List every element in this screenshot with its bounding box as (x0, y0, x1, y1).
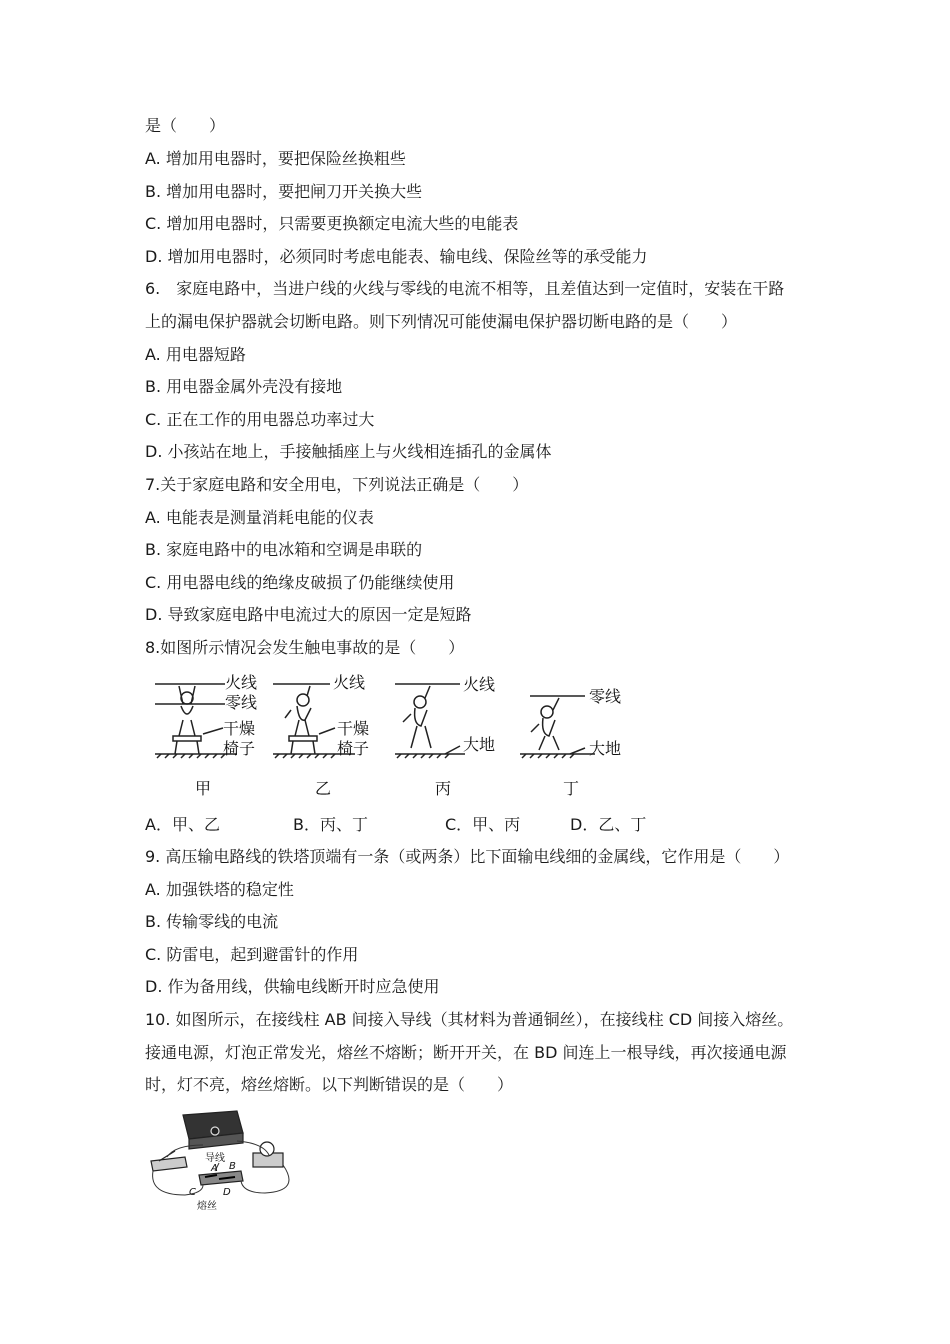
q9-option-c: C. 防雷电，起到避雷针的作用 (145, 945, 359, 964)
q8-option-a: A．甲、乙 (145, 815, 220, 834)
q9-stem: 9. 高压输电路线的铁塔顶端有一条（或两条）比下面输电线细的金属线，它作用是（ ） (145, 847, 790, 866)
q8-option-c: C．甲、丙 (445, 815, 521, 834)
yi-label-dry: 干燥 (337, 719, 370, 738)
q8-option-b: B．丙、丁 (293, 815, 368, 834)
q7-option-d: D. 导致家庭电路中电流过大的原因一定是短路 (145, 605, 472, 624)
fuse-label: 熔丝 (197, 1201, 217, 1212)
yi-label-chair: 椅子 (337, 739, 370, 758)
caption-yi: 乙 (315, 779, 332, 798)
caption-bing: 丙 (435, 779, 452, 798)
q5-option-d: D. 增加用电器时，必须同时考虑电能表、输电线、保险丝等的承受能力 (145, 247, 648, 266)
bing-label-live: 火线 (463, 675, 496, 694)
jia-label-neutral: 零线 (225, 693, 258, 712)
q10-stem-line3: 时，灯不亮，熔丝熔断。以下判断错误的是（ ） (145, 1075, 514, 1094)
q5-option-c: C. 增加用电器时，只需要更换额定电流大些的电能表 (145, 214, 519, 233)
q8-stem: 8.如图所示情况会发生触电事故的是（ ） (145, 638, 465, 657)
jia-label-chair: 椅子 (223, 739, 256, 758)
q6-stem-line2: 上的漏电保护器就会切断电路。则下列情况可能使漏电保护器切断电路的是（ ） (145, 312, 738, 331)
caption-jia: 甲 (195, 779, 212, 798)
q9-option-d: D. 作为备用线，供输电线断开时应急使用 (145, 977, 440, 996)
q10-stem-line1: 10. 如图所示，在接线柱 AB 间接入导线（其材料为普通铜丝），在接线柱 CD 间接入熔丝。 (145, 1010, 794, 1029)
q7-option-b: B. 家庭电路中的电冰箱和空调是串联的 (145, 540, 423, 559)
ding-label-neutral: 零线 (589, 687, 622, 706)
ding-label-ground: 大地 (589, 739, 622, 758)
terminal-b: B (229, 1161, 236, 1172)
bing-label-ground: 大地 (463, 735, 496, 754)
q5-option-b: B. 增加用电器时，要把闸刀开关换大些 (145, 182, 423, 201)
jia-label-live: 火线 (225, 673, 258, 692)
q6-stem-line1: 6. 家庭电路中，当进户线的火线与零线的电流不相等，且差值达到一定值时，安装在干路 (145, 279, 785, 298)
q10-stem-line2: 接通电源，灯泡正常发光，熔丝不熔断；断开开关，在 BD 间连上一根导线，再次接通电源 (145, 1043, 787, 1062)
terminal-d: D (223, 1187, 231, 1198)
q6-option-d: D. 小孩站在地上，手接触插座上与火线相连插孔的金属体 (145, 442, 552, 461)
jia-label-dry: 干燥 (223, 719, 256, 738)
wire-label: 导线 (205, 1153, 225, 1164)
panel-ding (520, 696, 595, 758)
q10-circuit-figure (145, 1105, 305, 1215)
q6-option-c: C. 正在工作的用电器总功率过大 (145, 410, 375, 429)
terminal-a: A (211, 1163, 218, 1174)
q7-option-c: C. 用电器电线的绝缘皮破损了仍能继续使用 (145, 573, 455, 592)
terminal-c: C (189, 1187, 196, 1198)
caption-ding: 丁 (563, 779, 580, 798)
q6-option-a: A. 用电器短路 (145, 345, 246, 364)
q7-option-a: A. 电能表是测量消耗电能的仪表 (145, 508, 374, 527)
q7-stem: 7.关于家庭电路和安全用电，下列说法正确是（ ） (145, 475, 529, 494)
yi-label-live: 火线 (333, 673, 366, 692)
q5-stem-end: 是（ ） (145, 116, 226, 135)
q5-option-a: A. 增加用电器时，要把保险丝换粗些 (145, 149, 406, 168)
q6-option-b: B. 用电器金属外壳没有接地 (145, 377, 343, 396)
panel-bing (395, 684, 465, 758)
q8-option-d: D．乙、丁 (570, 815, 647, 834)
q8-figure (145, 670, 645, 802)
q9-option-b: B. 传输零线的电流 (145, 912, 279, 931)
q9-option-a: A. 加强铁塔的稳定性 (145, 880, 294, 899)
